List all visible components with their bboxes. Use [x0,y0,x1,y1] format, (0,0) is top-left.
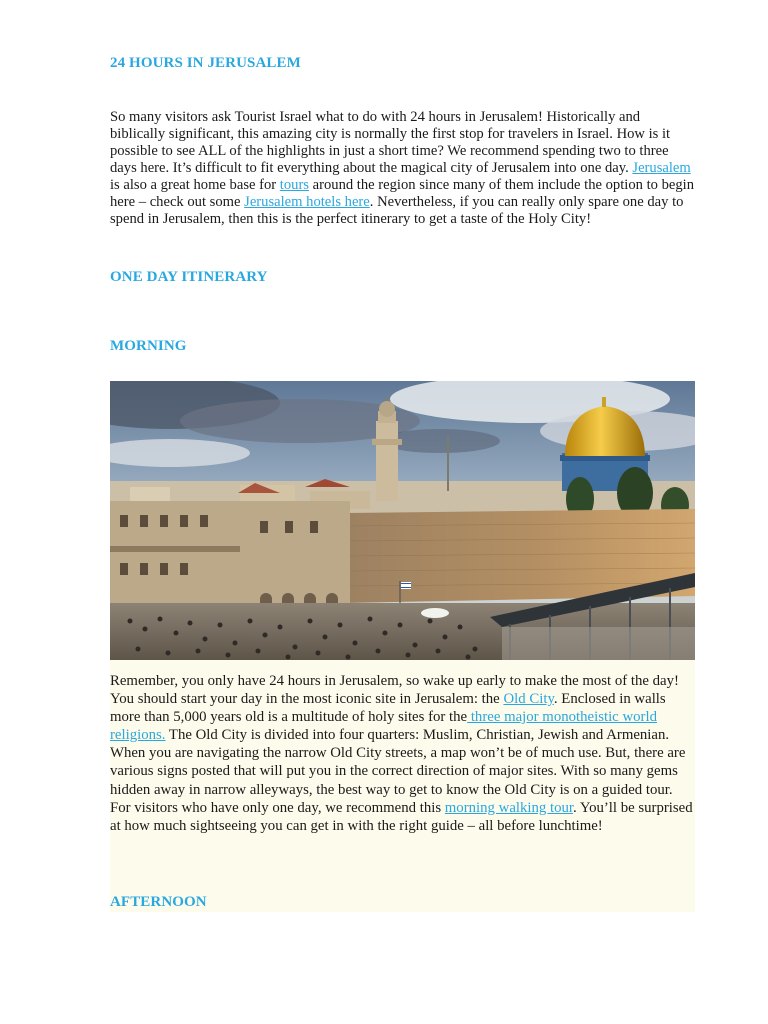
jerusalem-hotels-link[interactable]: Jerusalem hotels here [244,194,370,210]
page-title: 24 HOURS IN JERUSALEM [110,55,301,71]
jerusalem-old-city-photo [110,381,695,660]
afternoon-heading: AFTERNOON [110,894,207,910]
morning-paragraph: Remember, you only have 24 hours in Jerusalem, so wake up early to make the most of the day! You should start your day in the most iconic site in Jerusalem: the Old City. Enclosed in walls more than 5,000 years old is a multitude of holy sites for the three major monotheistic world religions. The Old City is divided into four quarters: Muslim, Christian, Jewish and Armenian. When you are navigating the narrow Old City streets, a map won’t be of much use. But, there are various signs posted that will put you in the correct direction of major sites. With so many gems hidden away in narrow alleyways, the best way to get to know the Old City is on a guided tour. For visitors who have only one day, we recommend this morning walking tour. You’ll be surprised at how much sightseeing you can get in with the right guide – all before lunchtime! [110,673,693,834]
intro-paragraph: So many visitors ask Tourist Israel what to do with 24 hours in Jerusalem! Historically and biblically significant, this amazing city is normally the first stop for travelers in Israel. How is it possible to see ALL of the highlights in just a short time? We recommend spending two to three days here. It’s difficult to fit everything about the magical city of Jerusalem into one day. Jerusalem is also a great home base for tours around the region since many of them include the option to begin here – check out some Jerusalem hotels here. Nevertheless, if you can really only spare one day to spend in Jerusalem, then this is the perfect itinerary to get a taste of the Holy City! [110,109,695,227]
jerusalem-link[interactable]: Jerusalem [632,160,691,176]
world-religions-link[interactable]: three major monotheistic world religions. [110,709,657,744]
morning-walking-tour-link[interactable]: morning walking tour [444,799,574,816]
itinerary-heading: ONE DAY ITINERARY [110,269,268,285]
tours-link[interactable]: tours [279,177,309,193]
morning-heading: MORNING [110,338,187,354]
old-city-link[interactable]: Old City [503,691,554,708]
